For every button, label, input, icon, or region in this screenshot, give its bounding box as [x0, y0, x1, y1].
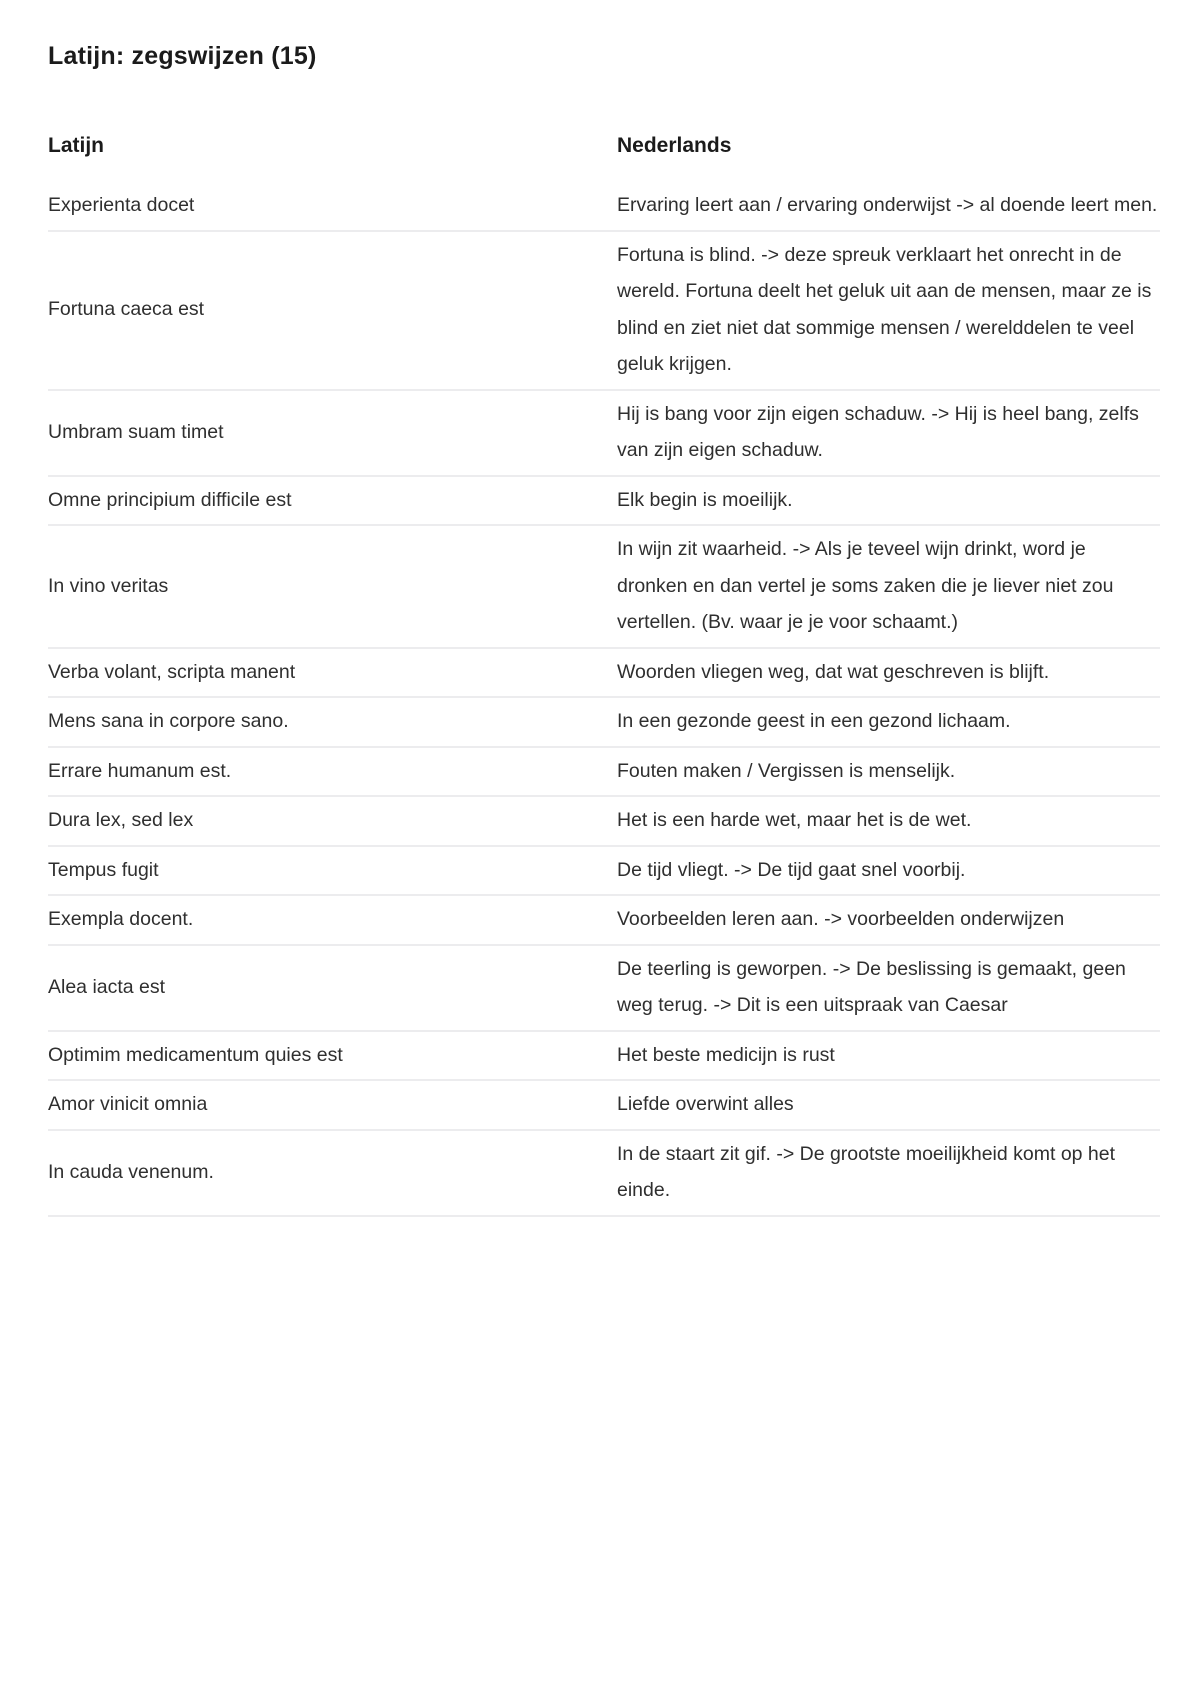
table-row [48, 390, 1160, 476]
table-row [48, 697, 1160, 747]
latin-cell: Experienta docet [48, 182, 617, 231]
table-row [48, 182, 1160, 231]
dutch-cell: Elk begin is moeilijk. [617, 476, 1160, 526]
page-title: Latijn: zegswijzen (15) [48, 42, 317, 70]
dutch-cell: De tijd vliegt. -> De tijd gaat snel voorbij. [617, 846, 1160, 896]
dutch-cell: Woorden vliegen weg, dat wat geschreven is blijft. [617, 648, 1160, 698]
dutch-cell: De teerling is geworpen. -> De beslissing is gemaakt, geen weg terug. -> Dit is een uitspraak van Caesar [617, 945, 1160, 1031]
table-row [48, 231, 1160, 390]
table-row [48, 1130, 1160, 1216]
latin-cell: Omne principium difficile est [48, 476, 617, 526]
vocabulary-table [48, 132, 1160, 1217]
table-row [48, 1080, 1160, 1130]
latin-cell: Fortuna caeca est [48, 231, 617, 390]
latin-cell: Verba volant, scripta manent [48, 648, 617, 698]
latin-cell: Umbram suam timet [48, 390, 617, 476]
dutch-cell: Fouten maken / Vergissen is menselijk. [617, 747, 1160, 797]
dutch-cell: Fortuna is blind. -> deze spreuk verklaart het onrecht in de wereld. Fortuna deelt het geluk uit aan de mensen, maar ze is blind en ziet niet dat sommige mensen / werelddelen te veel geluk krijgen. [617, 231, 1160, 390]
latin-cell: Errare humanum est. [48, 747, 617, 797]
latin-cell: Tempus fugit [48, 846, 617, 896]
latin-cell: Mens sana in corpore sano. [48, 697, 617, 747]
latin-cell: Dura lex, sed lex [48, 796, 617, 846]
dutch-cell: In de staart zit gif. -> De grootste moeilijkheid komt op het einde. [617, 1130, 1160, 1216]
dutch-cell: Het beste medicijn is rust [617, 1031, 1160, 1081]
latin-cell: In vino veritas [48, 525, 617, 648]
table-row [48, 648, 1160, 698]
latin-cell: In cauda venenum. [48, 1130, 617, 1216]
table-row [48, 796, 1160, 846]
latin-cell: Exempla docent. [48, 895, 617, 945]
table-row [48, 1031, 1160, 1081]
table-header-row [48, 132, 1160, 182]
dutch-cell: Ervaring leert aan / ervaring onderwijst -> al doende leert men. [617, 182, 1160, 231]
latin-cell: Amor vinicit omnia [48, 1080, 617, 1130]
table-row [48, 476, 1160, 526]
dutch-cell: Liefde overwint alles [617, 1080, 1160, 1130]
latin-cell: Optimim medicamentum quies est [48, 1031, 617, 1081]
dutch-cell: In een gezonde geest in een gezond lichaam. [617, 697, 1160, 747]
dutch-cell: Voorbeelden leren aan. -> voorbeelden onderwijzen [617, 895, 1160, 945]
table-row [48, 846, 1160, 896]
table-row [48, 747, 1160, 797]
dutch-cell: In wijn zit waarheid. -> Als je teveel wijn drinkt, word je dronken en dan vertel je soms zaken die je liever niet zou vertellen. (Bv. waar je je voor schaamt.) [617, 525, 1160, 648]
table-row [48, 525, 1160, 648]
table-row [48, 895, 1160, 945]
latin-cell: Alea iacta est [48, 945, 617, 1031]
dutch-cell: Hij is bang voor zijn eigen schaduw. -> Hij is heel bang, zelfs van zijn eigen schaduw. [617, 390, 1160, 476]
column-header-latin: Latijn [48, 134, 104, 157]
column-header-dutch: Nederlands [617, 134, 732, 157]
dutch-cell: Het is een harde wet, maar het is de wet. [617, 796, 1160, 846]
table-row [48, 945, 1160, 1031]
